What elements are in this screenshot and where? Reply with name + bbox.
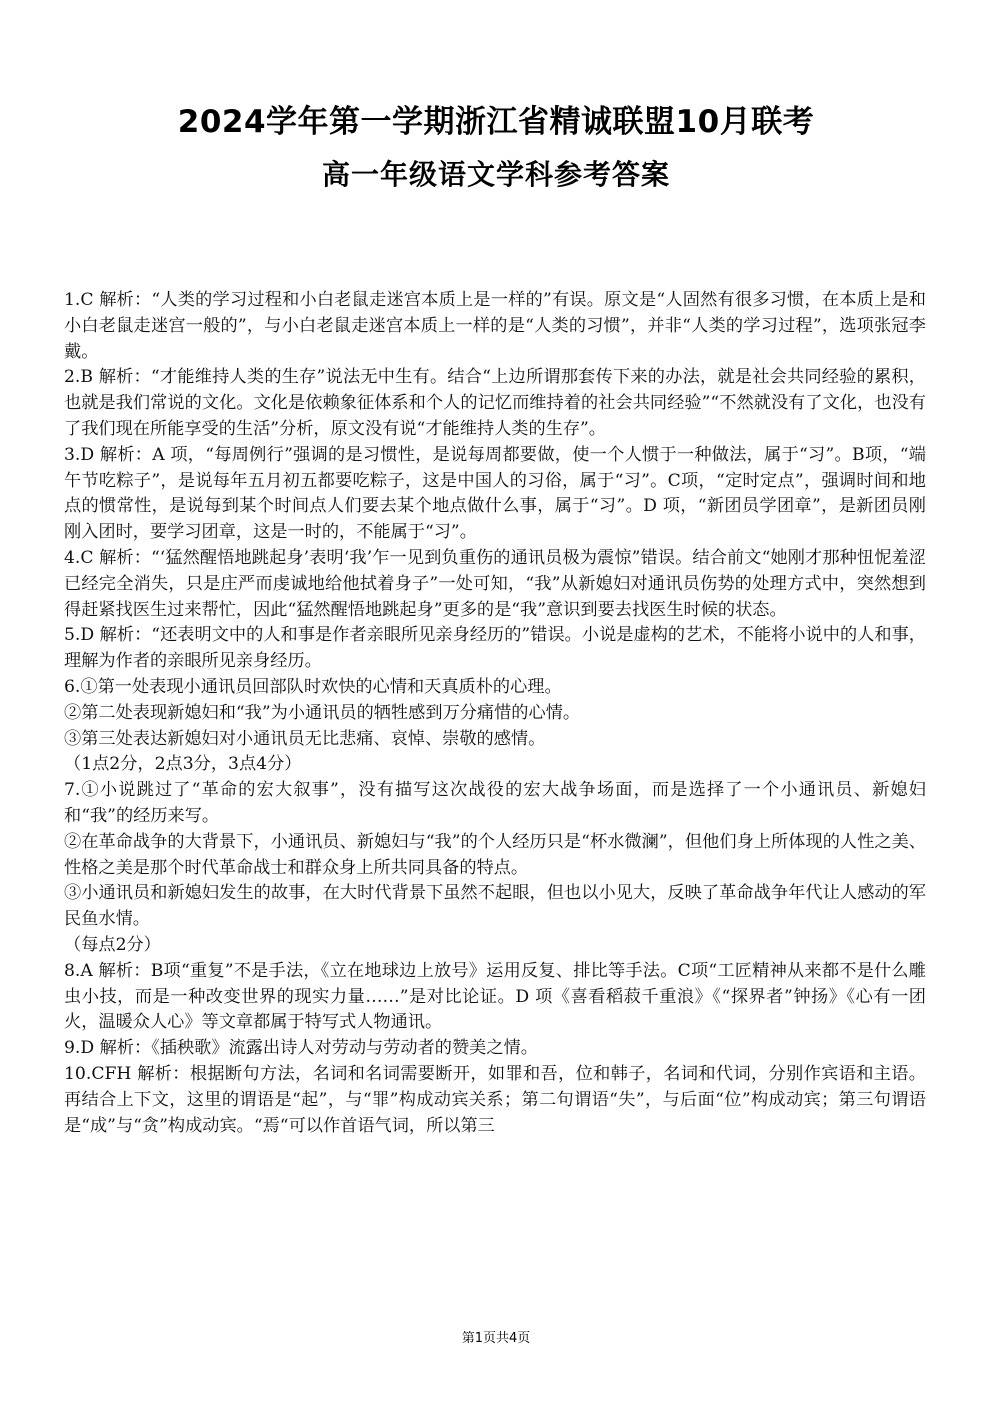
page-number: 第1页共4页 (461, 1331, 531, 1346)
answer-7-point-1: 7.①小说跳过了“革命的宏大叙事”，没有描写这次战役的宏大战争场面，而是选择了一个小通讯员、新媳妇和“我”的经历来写。 (64, 780, 926, 826)
answer-2: 2.B 解析：“才能维持人类的生存”说法无中生有。结合“上边所谓那套传下来的办法，就是社会共同经验的累积，也就是我们常说的文化。文化是依赖象征体系和个人的记忆而维持着的社会共同经验”“不然就没有了文化，也没有了我们现在所能享受的生活”分析，原文没有说“才能维持人类的生存”。 (64, 367, 926, 439)
answer-7-point-2: ②在革命战争的大背景下，小通讯员、新媳妇与“我”的个人经历只是“杯水微澜”，但他们身上所体现的人性之美、性格之美是那个时代革命战士和群众身上所共同具备的特点。 (64, 831, 926, 878)
answer-6-point-1: 6.①第一处表现小通讯员回部队时欢快的心情和天真质朴的心理。 (64, 676, 562, 697)
answer-6-point-3: ③第三处表达新媳妇对小通讯员无比悲痛、哀悼、崇敬的感情。 (64, 728, 546, 749)
answer-7-point-3: ③小通讯员和新媳妇发生的故事，在大时代背景下虽然不起眼，但也以小见大，反映了革命战争年代让人感动的军民鱼水情。 (64, 883, 926, 930)
answer-8: 8.A 解析：B项“重复”不是手法，《立在地球边上放号》运用反复、排比等手法。C项“工匠精神从来都不是什么雕虫小技，而是一种改变世界的现实力量……”是对比论证。D 项《喜看稻菽千重浪》《“探界者”钟扬》《心有一团火，温暖众人心》等文章都属于特写式人物通讯。 (64, 960, 926, 1033)
answer-1: 1.C 解析：“人类的学习过程和小白老鼠走迷宫本质上是一样的”有误。原文是“人固然有很多习惯，在本质上是和小白老鼠走迷宫一般的”，与小白老鼠走迷宫本质上一样的是“人类的习惯”，并非“人类的学习过程”，选项张冠李戴。 (64, 290, 926, 362)
answer-7-scoring: （每点2分） (64, 934, 161, 955)
answer-3: 3.D 解析：A 项，“每周例行”强调的是习惯性，是说每周都要做，使一个人惯于一种做法，属于“习”。B项，“端午节吃粽子”，是说每年五月初五都要吃粽子，这是中国人的习俗，属于“习”。C项，“定时定点”，强调时间和地点的惯常性，是说每到某个时间点人们要去某个地点做什么事，属于“习”。D 项，“新团员学团章”，是新团员刚刚入团时，要学习团章，这是一时的，不能属于“习”。 (64, 444, 926, 543)
document-subtitle: 高一年级语文学科参考答案 (321, 158, 670, 191)
document-title: 2024学年第一学期浙江省精诚联盟10月联考 (177, 104, 815, 140)
answer-4: 4.C 解析：“‘猛然醒悟地跳起身’表明‘我’乍一见到负重伤的通讯员极为震惊”错误。结合前文“她刚才那种忸怩羞涩已经完全消失，只是庄严而虔诚地给他拭着身子”一处可知，“我”从新媳妇对通讯员伤势的处理方式中，突然想到得赶紧找医生过来帮忙，因此“猛然醒悟地跳起身”更多的是“我”意识到要去找医生时候的状态。 (64, 547, 926, 620)
answer-10: 10.CFH 解析：根据断句方法，名词和名词需要断开，如罪和吾，位和韩子，名词和代词，分别作宾语和主语。再结合上下文，这里的谓语是“起”，与“罪”构成动宾关系；第二句谓语“失”，与后面“位”构成动宾；第三句谓语是“成”与“贪”构成动宾。“焉“可以作首语气词，所以第三 (64, 1063, 926, 1136)
answer-9: 9.D 解析：《插秧歌》流露出诗人对劳动与劳动者的赞美之情。 (64, 1038, 538, 1059)
answer-6-scoring: （1点2分，2点3分，3点4分） (64, 754, 302, 775)
answer-5: 5.D 解析：“还表明文中的人和事是作者亲眼所见亲身经历的”错误。小说是虚构的艺术，不能将小说中的人和事，理解为作者的亲眼所见亲身经历。 (64, 625, 926, 672)
answer-body (64, 288, 926, 1139)
answer-6-point-2: ②第二处表现新媳妇和“我”为小通讯员的牺牲感到万分痛惜的心情。 (64, 702, 581, 723)
